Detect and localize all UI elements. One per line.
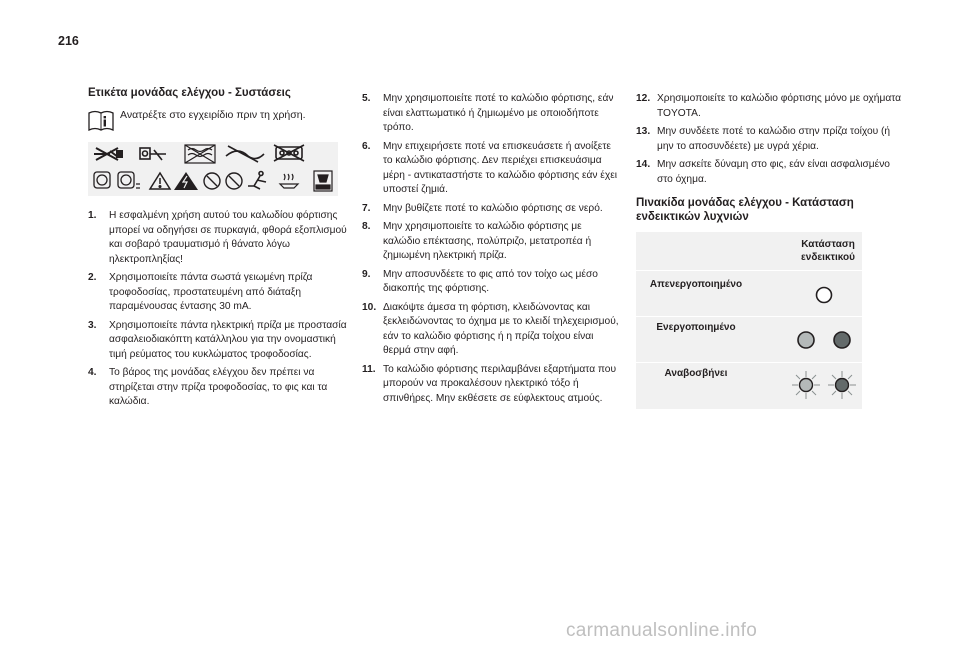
no-heat-icon <box>280 174 298 188</box>
no-extension-cord-icon <box>94 148 123 160</box>
right-recommendations-list <box>636 92 906 191</box>
list-item: 1. Η εσφαλμένη χρήση αυτού του καλωδίου φόρτισης μπορεί να οδηγήσει σε πυρκαγιά, φθορά εξοπλισμού και σοβαρό τραυματισμό ή θάνατο λόγω ηλεκτροπληξίας! <box>88 210 347 265</box>
watermark: carmanualsonline.info <box>566 620 758 641</box>
list-item: 4. Το βάρος της μονάδας ελέγχου δεν πρέπει να στηρίζεται στην πρίζα τροφοδοσίας, το φις και τα καλώδια. <box>88 367 328 407</box>
grounded-socket-icon <box>94 172 110 188</box>
list-item: 2. Χρησιμοποιείτε πάντα σωστά γειωμένη πρίζα τροφοδοσίας, προστατευμένη από διάταξη παραμένουσας έντασης 30 mA. <box>88 272 313 312</box>
electric-shock-warning-icon <box>174 172 198 190</box>
row-label-off: Απενεργοποιημένο <box>649 279 743 290</box>
lamp-on-icon <box>794 328 854 352</box>
no-adapter-icon <box>140 148 166 160</box>
cable-handling-icon <box>314 171 332 191</box>
no-open-icon <box>226 173 242 189</box>
no-water-icon <box>185 145 215 163</box>
divider <box>636 316 862 317</box>
table-header: Κατάσταση ενδεικτικού <box>801 239 855 263</box>
middle-recommendations-list <box>362 92 620 410</box>
list-item: 6. Μην επιχειρήσετε ποτέ να επισκευάσετε ή ανοίξετε το καλώδιο φόρτισης. Δεν περιέχει επισκευάσιμα μέρη - αντικαταστήστε το καλώδιο φόρτισης εάν έχει υποστεί ζημιά. <box>362 140 617 195</box>
lamp-off-icon <box>812 283 836 307</box>
left-recommendations-list <box>88 209 348 414</box>
divider <box>636 362 862 363</box>
no-pull-cord-icon <box>226 146 264 162</box>
warning-symbols-panel <box>88 142 338 196</box>
list-item: 8. Μην χρησιμοποιείτε το καλώδιο φόρτισης με καλώδιο επέκτασης, πολύπριζο, μετατροπέα ή ζημιωμένη ηλεκτρική πρίζα. <box>362 221 592 261</box>
section-title-recommendations: Ετικέτα μονάδας ελέγχου - Συστάσεις <box>88 87 291 99</box>
no-hand-water-icon <box>204 173 220 189</box>
section-title-indicator-status: Πινακίδα μονάδας ελέγχου - Κατάσταση ενδεικτικών λυχνιών <box>636 197 854 223</box>
lamp-blinking-icon <box>790 368 860 402</box>
rcd-socket-icon <box>118 172 140 188</box>
warning-triangle-icon <box>150 173 170 189</box>
manual-note <box>88 109 328 135</box>
page-number: 216 <box>58 34 79 48</box>
list-item: 13. Μην συνδέετε ποτέ το καλώδιο στην πρίζα τοίχου (ή μην το αποσυνδέετε) με υγρά χέρια. <box>636 126 891 152</box>
row-label-blinking: Αναβοσβήνει <box>664 368 728 379</box>
row-label-on: Ενεργοποιημένο <box>656 322 736 333</box>
no-trip-cord-icon <box>248 172 266 190</box>
list-item: 3. Χρησιμοποιείτε πάντα ηλεκτρική πρίζα με προστασία ασφαλειοδιακόπτη κατάλληλου για την ονομαστική τιμή ρεύματος του κυκλώματος τροφοδοσίας. <box>88 319 347 360</box>
note-text: Ανατρέξτε στο εγχειρίδιο πριν τη χρήση. <box>120 109 306 121</box>
manual-book-icon <box>88 110 114 137</box>
list-item: 10. Διακόψτε άμεσα τη φόρτιση, κλειδώνοντας και ξεκλειδώνοντας το όχημα με το κλειδί τηλεχειρισμού, εάν το καλώδιο φόρτισης ή η πρίζα τοίχου είναι θερμά στην αφή. <box>362 301 619 356</box>
no-multiplug-icon <box>274 145 304 161</box>
list-item: 5. Μην χρησιμοποιείτε ποτέ το καλώδιο φόρτισης, εάν είναι ελαττωματικό ή ζημιωμένο με οποιοδήποτε τρόπο. <box>362 93 614 133</box>
list-item: 9. Μην αποσυνδέετε το φις από τον τοίχο ως μέσο διακοπής της φόρτισης. <box>362 268 598 294</box>
list-item: 11. Το καλώδιο φόρτισης περιλαμβάνει εξαρτήματα που μπορούν να προκαλέσουν ηλεκτρικό τόξο ή σπινθήρες. Μην εκθέσετε σε εύφλεκτους ατμούς. <box>362 363 617 404</box>
list-item: 12. Χρησιμοποιείτε το καλώδιο φόρτισης μόνο με οχήματα TOYOTA. <box>636 93 901 119</box>
list-item: 14. Μην ασκείτε δύναμη στο φις, εάν είναι ασφαλισμένο στο όχημα. <box>636 159 890 185</box>
indicator-status-table <box>636 232 862 409</box>
list-item: 7. Μην βυθίζετε ποτέ το καλώδιο φόρτισης σε νερό. <box>362 202 603 214</box>
divider <box>636 270 862 271</box>
